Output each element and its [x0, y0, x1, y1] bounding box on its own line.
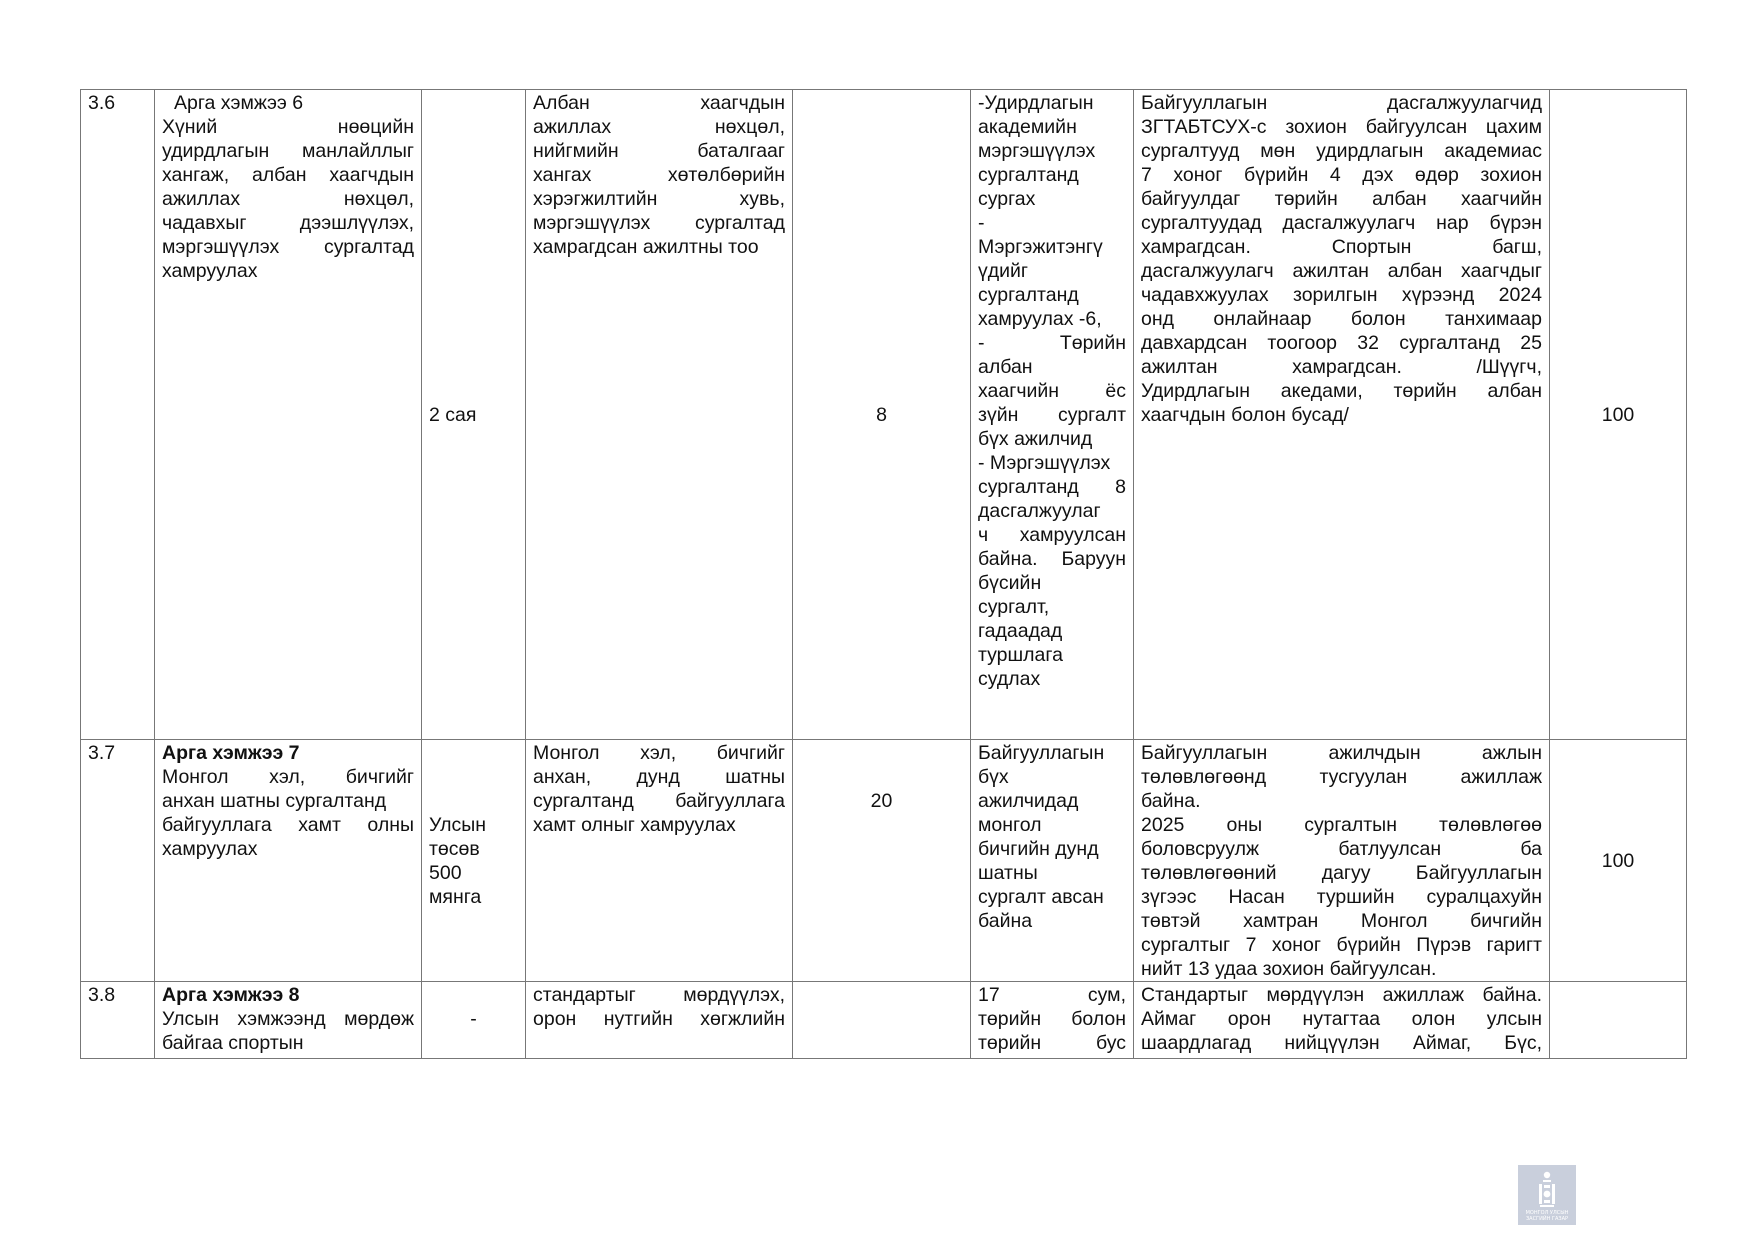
progress-line: үдийг: [978, 260, 1029, 282]
measure-description: [155, 982, 422, 1059]
desc-line: Монгол хэл, бичгийг: [162, 766, 414, 788]
report-line: ажилтан хамрагдсан. /Шүүгч,: [1141, 356, 1542, 378]
progress-line: -: [978, 212, 985, 234]
indicator-line: хангах хөтөлбөрийн: [533, 164, 785, 186]
target-cell: [793, 982, 971, 1059]
report-table: [80, 89, 1687, 1059]
report-line: төлөвлөгөөнд тусгуулан ажиллаж: [1141, 766, 1542, 788]
target-cell: 8: [793, 90, 971, 740]
progress-line: байна. Баруун: [978, 548, 1126, 570]
report-line: сургалтууд мөн удирдлагын академиас: [1141, 140, 1542, 162]
seal-caption-line-2: ЗАСГИЙН ГАЗАР: [1525, 1216, 1569, 1222]
budget-line: 2 сая: [429, 404, 477, 426]
budget-cell: [422, 982, 526, 1059]
progress-line: ажилчидад: [978, 790, 1079, 812]
target-cell: [793, 740, 971, 982]
indicator-line: хамт олныг хамруулах: [533, 814, 736, 836]
progress-line: бүсийн: [978, 572, 1042, 594]
report-line: Стандартыг мөрдүүлэн ажиллаж байна.: [1141, 984, 1542, 1006]
desc-line: удирдлагын манлайллыг: [162, 140, 414, 162]
desc-line: байгууллага хамт олны: [162, 814, 414, 836]
measure-title: Арга хэмжээ 6: [174, 92, 304, 114]
report-line: онд онлайнаар болон танхимаар: [1141, 308, 1542, 330]
progress-line: хаагчийн ёс: [978, 380, 1126, 402]
report-line: зүгээс Насан туршийн суралцахуйн: [1141, 886, 1542, 908]
budget-line: 500: [429, 862, 462, 884]
progress-line: хамруулах -6,: [978, 308, 1102, 330]
report-line: Байгууллагын дасгалжуулагчид: [1141, 92, 1542, 114]
report-line: байгуулдаг төрийн албан хаагчийн: [1141, 188, 1542, 210]
progress-line: байна: [978, 910, 1033, 932]
report-line: ЗГТАБТСУХ-с зохион байгуулсан цахим: [1141, 116, 1542, 138]
measure-description: [155, 90, 422, 740]
progress-line: дасгалжуулаг: [978, 500, 1101, 522]
report-line: хаагчдын болон бусад/: [1141, 404, 1349, 426]
progress-line: төрийн бус: [978, 1032, 1126, 1054]
desc-line: мэргэшүүлэх сургалтад: [162, 236, 414, 258]
report-line: байна.: [1141, 790, 1201, 812]
indicator-line: хэрэгжилтийн хувь,: [533, 188, 785, 210]
progress-line: сургалтанд: [978, 284, 1079, 306]
progress-line: - Төрийн: [978, 332, 1126, 354]
score-cell: 100: [1550, 90, 1687, 740]
report-line: давхардсан тоогоор 32 сургалтанд 25: [1141, 332, 1542, 354]
progress-line: судлах: [978, 668, 1041, 690]
progress-line: сургалт авсан: [978, 886, 1104, 908]
desc-line: хамруулах: [162, 260, 258, 282]
indicator-line: орон нутгийн хөгжлийн: [533, 1008, 785, 1030]
progress-line: монгол: [978, 814, 1042, 836]
progress-line: сургалт,: [978, 596, 1050, 618]
report-line: сургалтыг 7 хоног бүрийн Пүрэв гаригт: [1141, 934, 1542, 956]
progress-line: 17 сум,: [978, 984, 1126, 1006]
progress-line: гадаадад: [978, 620, 1063, 642]
report-line: сургалтуудад дасгалжуулагч нар бүрэн: [1141, 212, 1542, 234]
budget-line: мянга: [429, 886, 482, 908]
progress-cell: [971, 740, 1134, 982]
progress-line: албан: [978, 356, 1033, 378]
indicator-line: хамрагдсан ажилтны тоо: [533, 236, 759, 258]
report-line: Аймаг орон нутагтаа олон улсын: [1141, 1008, 1542, 1030]
report-line: боловсруулж батлуулсан ба: [1141, 838, 1542, 860]
desc-line: хангаж, албан хаагчдын: [162, 164, 414, 186]
seal-caption-line-1: МОНГОЛ УЛСЫН: [1525, 1210, 1569, 1216]
indicator-cell: [526, 982, 793, 1059]
report-cell: [1134, 982, 1550, 1059]
indicator-cell: [526, 90, 793, 740]
indicator-line: сургалтанд байгууллага: [533, 790, 785, 812]
indicator-line: Албан хаагчдын: [533, 92, 785, 114]
indicator-line: анхан, дунд шатны: [533, 766, 785, 788]
progress-line: бичгийн дунд: [978, 838, 1099, 860]
budget-line: Улсын: [429, 814, 486, 836]
report-line: шаардлагад нийцүүлэн Аймаг, Бүс,: [1141, 1032, 1542, 1054]
progress-line: - Мэргэшүүлэх: [978, 452, 1111, 474]
indicator-line: нийгмийн баталгааг: [533, 140, 785, 162]
desc-line: Улсын хэмжээнд мөрдөж: [162, 1008, 414, 1030]
progress-line: ч хамруулсан: [978, 524, 1126, 546]
report-line: Байгууллагын ажилчдын ажлын: [1141, 742, 1542, 764]
progress-line: туршлага: [978, 644, 1063, 666]
indicator-line: мэргэшүүлэх сургалтад: [533, 212, 785, 234]
progress-line: сургалтанд: [978, 164, 1079, 186]
report-line: дасгалжуулагч ажилтан албан хаагчдыг: [1141, 260, 1542, 282]
desc-line: анхан шатны сургалтанд: [162, 790, 387, 812]
indicator-line: Монгол хэл, бичгийг: [533, 742, 785, 764]
indicator-cell: [526, 740, 793, 982]
measure-title: Арга хэмжээ 7: [162, 742, 300, 764]
progress-line: төрийн болон: [978, 1008, 1126, 1030]
report-line: хамрагдсан. Спортын багш,: [1141, 236, 1542, 258]
report-line: төлөвлөгөөний дагуу Байгууллагын: [1141, 862, 1542, 884]
report-line: нийт 13 удаа зохион байгуулсан.: [1141, 958, 1437, 980]
report-line: төвтэй хамтран Монгол бичгийн: [1141, 910, 1542, 932]
report-cell: [1134, 740, 1550, 982]
report-cell: [1134, 90, 1550, 740]
progress-line: бүх ажилчид: [978, 428, 1093, 450]
report-line: 7 хоног бүрийн 4 дэх өдөр зохион: [1141, 164, 1542, 186]
progress-line: шатны: [978, 862, 1038, 884]
row-number: 3.6: [81, 90, 155, 740]
table-row: [81, 740, 1687, 982]
progress-line: мэргэшүүлэх: [978, 140, 1096, 162]
budget-cell: [422, 90, 526, 740]
table-row: [81, 982, 1687, 1059]
progress-line: -Удирдлагын: [978, 92, 1094, 114]
score-cell: 100: [1550, 740, 1687, 982]
report-line: Удирдлагын акедами, төрийн албан: [1141, 380, 1542, 402]
progress-line: зүйн сургалт: [978, 404, 1126, 426]
indicator-line: ажиллах нөхцөл,: [533, 116, 785, 138]
desc-line: байгаа спортын: [162, 1032, 304, 1054]
progress-line: Мэргэжитэнгү: [978, 236, 1103, 258]
progress-cell: [971, 90, 1134, 740]
row-number: 3.8: [81, 982, 155, 1059]
target-value: 20: [870, 790, 893, 812]
progress-line: сургалтанд 8: [978, 476, 1126, 498]
budget-line: төсөв: [429, 838, 480, 860]
desc-line: Хүний нөөцийн: [162, 116, 414, 138]
government-seal-logo: [1518, 1165, 1576, 1225]
progress-line: Байгууллагын: [978, 742, 1105, 764]
row-number: 3.7: [81, 740, 155, 982]
measure-title: Арга хэмжээ 8: [162, 984, 300, 1006]
progress-line: академийн: [978, 116, 1077, 138]
indicator-line: стандартыг мөрдүүлэх,: [533, 984, 785, 1006]
desc-line: хамруулах: [162, 838, 258, 860]
budget-line: -: [470, 1008, 477, 1030]
progress-line: сургах: [978, 188, 1036, 210]
table-row: [81, 90, 1687, 740]
desc-line: ажиллах нөхцөл,: [162, 188, 414, 210]
measure-description: [155, 740, 422, 982]
budget-cell: [422, 740, 526, 982]
progress-cell: [971, 982, 1134, 1059]
desc-line: чадавхыг дээшлүүлэх,: [162, 212, 414, 234]
report-line: 2025 оны сургалтын төлөвлөгөө: [1141, 814, 1542, 836]
soyombo-emblem-icon: [1518, 1165, 1576, 1225]
score-cell: [1550, 982, 1687, 1059]
progress-line: бүх: [978, 766, 1009, 788]
report-line: чадавхжуулах зорилгын хүрээнд 2024: [1141, 284, 1542, 306]
